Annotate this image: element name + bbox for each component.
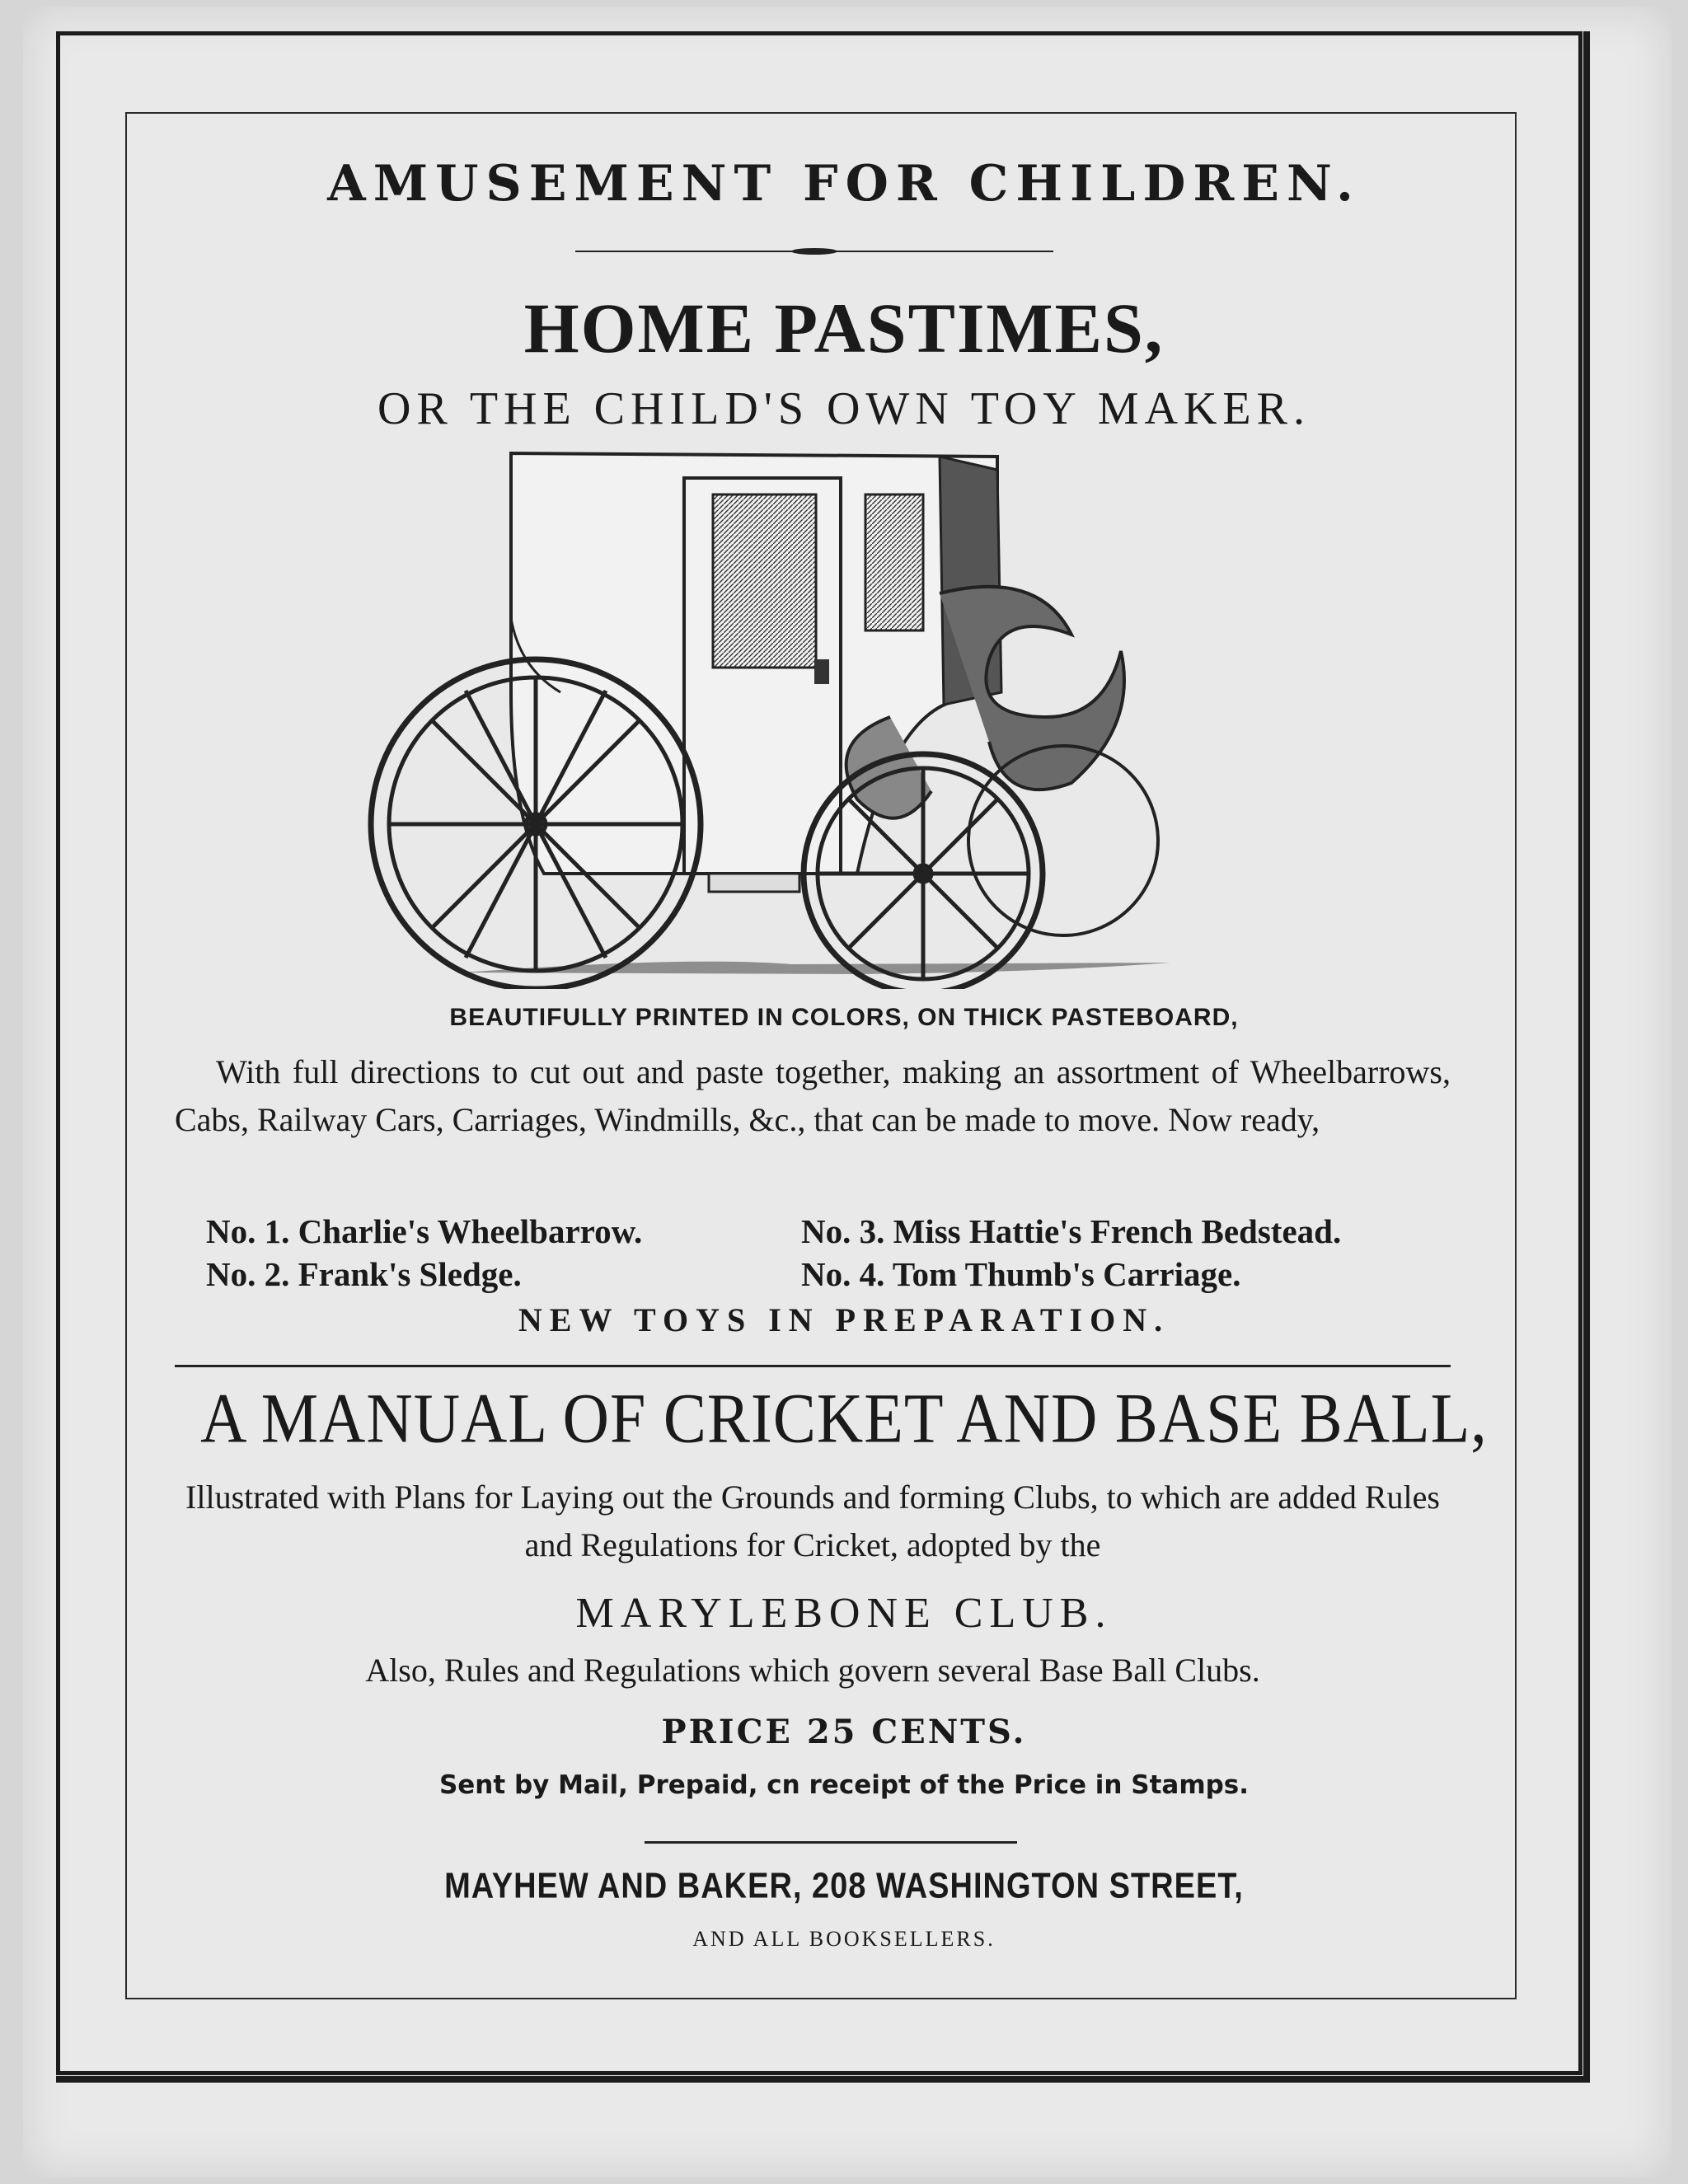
toys-description: With full directions to cut out and paste together, making an assortment of Wheelbarrows, Cabs, Railway Cars, Carriages, Windmills, &c., that can be made to move. Now ready,	[175, 1053, 1451, 1138]
mail-note: Sent by Mail, Prepaid, cn receipt of the Price in Stamps.	[438, 1770, 1250, 1800]
section-divider	[175, 1365, 1451, 1367]
page-title: HOME PASTIMES,	[523, 288, 1165, 368]
carriage-illustration-icon	[363, 445, 1253, 989]
new-toys-notice: NEW TOYS IN PREPARATION.	[518, 1301, 1170, 1338]
list-item: No. 4. Tom Thumb's Carriage.	[801, 1255, 1241, 1293]
manual-title: A MANUAL OF CRICKET AND BASE BALL,	[200, 1378, 1488, 1458]
manual-also: Also, Rules and Regulations which govern several Base Ball Clubs.	[365, 1652, 1260, 1689]
club-name: MARYLEBONE CLUB.	[575, 1590, 1113, 1637]
top-heading: AMUSEMENT FOR CHILDREN.	[327, 155, 1361, 213]
list-item: No. 1. Charlie's Wheelbarrow.	[206, 1212, 643, 1250]
price: PRICE 25 CENTS.	[661, 1713, 1027, 1751]
list-item: No. 3. Miss Hattie's French Bedstead.	[801, 1212, 1342, 1250]
list-item: No. 2. Frank's Sledge.	[206, 1255, 522, 1293]
manual-description: Illustrated with Plans for Laying out the Grounds and forming Clubs, to which are added Rules and Regulations for Cricket, adopted by the	[185, 1479, 1440, 1563]
publisher-name: MAYHEW AND BAKER, 208 WASHINGTON STREET,	[444, 1866, 1244, 1907]
page-subtitle: OR THE CHILD'S OWN TOY MAKER.	[377, 383, 1311, 434]
print-caption: BEAUTIFULLY PRINTED IN COLORS, ON THICK PASTEBOARD,	[449, 1004, 1239, 1031]
footer-rule	[645, 1841, 1017, 1844]
ornamental-rule	[575, 247, 1053, 255]
booksellers-note: AND ALL BOOKSELLERS.	[692, 1927, 996, 1951]
